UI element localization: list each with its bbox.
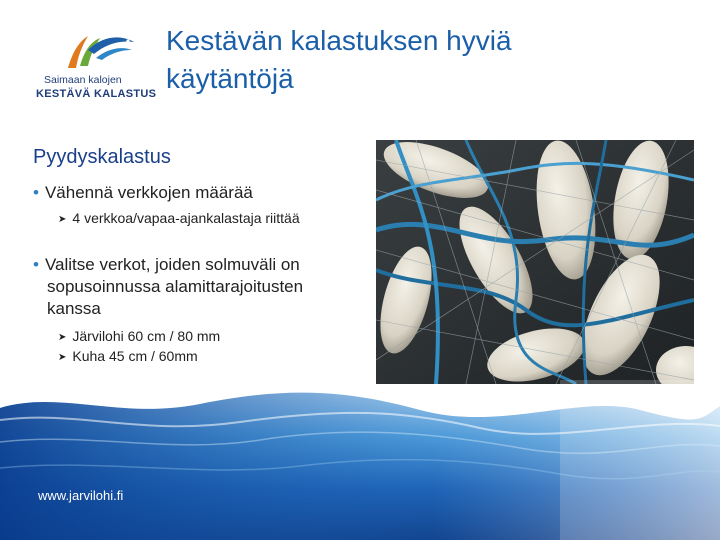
arrow-bullet-icon: ➤ — [58, 352, 67, 363]
logo-text-line1: Saimaan kalojen — [44, 74, 122, 86]
title-line1: Kestävän kalastuksen hyviä — [166, 25, 512, 56]
sub-bullet-text: Kuha 45 cm / 60mm — [72, 348, 198, 364]
bullet-item — [33, 182, 253, 204]
sub-bullet-text: 4 verkkoa/vapaa-ajankalastaja riittää — [72, 210, 300, 226]
section-heading: Pyydyskalastus — [33, 146, 171, 168]
bullet-text-line3: kanssa — [47, 299, 101, 318]
bullet-dot-icon: • — [33, 255, 39, 274]
arrow-bullet-icon: ➤ — [58, 332, 67, 343]
bullet-item — [33, 254, 363, 320]
bullet-text-line1: Valitse verkot, joiden solmuväli on — [44, 255, 300, 274]
footer-url: www.jarvilohi.fi — [38, 488, 124, 503]
slide-title — [166, 22, 686, 98]
title-line2: käytäntöjä — [166, 63, 294, 94]
sub-bullet-item — [58, 208, 300, 231]
fishing-net-photo — [376, 140, 694, 384]
logo-text-line2: KESTÄVÄ KALASTUS — [36, 88, 157, 100]
arrow-bullet-icon: ➤ — [58, 214, 67, 225]
water-wave-image — [0, 380, 720, 540]
sub-bullet-text: Järvilohi 60 cm / 80 mm — [72, 328, 221, 344]
net-floats-image — [376, 140, 694, 384]
bullet-text: Vähennä verkkojen määrää — [44, 183, 253, 202]
sub-bullet-item — [58, 346, 198, 369]
logo — [30, 28, 160, 104]
fish-logo-icon — [58, 28, 138, 72]
bullet-dot-icon: • — [33, 183, 39, 202]
water-wave-banner — [0, 380, 720, 540]
bullet-text-line2: sopusoinnussa alamittarajoitusten — [47, 277, 304, 296]
